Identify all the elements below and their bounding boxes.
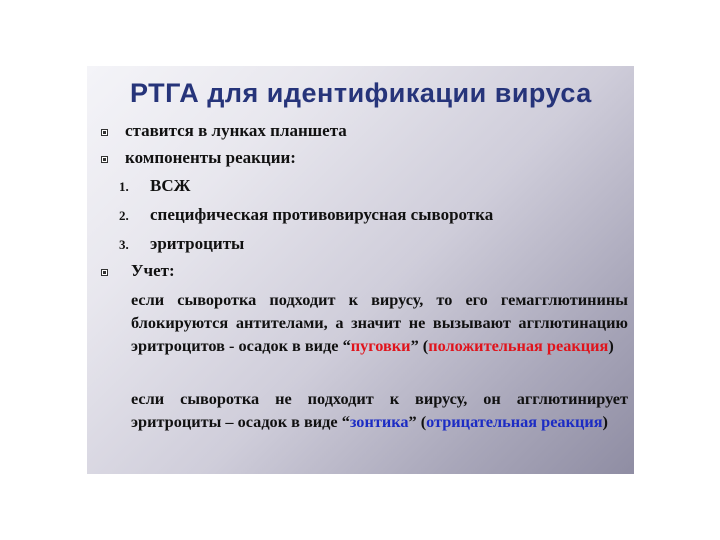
punctuation: ” ( <box>410 336 429 355</box>
reaction-result: положительная реакция <box>428 336 609 355</box>
paragraph-text: если сыворотка подходит к вирусу, то его гемагглютинины блокируются антителами, а значит не вызывают агглютинацию эритроцитов - осадок в виде “ <box>131 290 628 355</box>
bullet-item: ставится в лунках планшета <box>125 121 347 140</box>
uchet-label: Учет: <box>131 261 175 280</box>
bullet-item: компоненты реакции: <box>125 148 296 167</box>
highlight-term: зонтика <box>349 412 409 431</box>
list-number: 3. <box>119 237 129 252</box>
square-bullet-icon <box>101 269 108 276</box>
square-bullet-icon <box>101 156 108 163</box>
slide <box>87 66 634 474</box>
negative-reaction-paragraph <box>131 387 628 433</box>
punctuation: ) <box>602 412 608 431</box>
numbered-item: эритроциты <box>150 234 245 253</box>
punctuation: ” ( <box>408 412 427 431</box>
numbered-item: специфическая противовирусная сыворотка <box>150 205 494 224</box>
slide-title: РТГА для идентификации вируса <box>130 78 592 108</box>
positive-reaction-paragraph <box>131 288 628 357</box>
square-bullet-icon <box>101 129 108 136</box>
reaction-result: отрицательная реакция <box>426 412 603 431</box>
highlight-term: пуговки <box>350 336 411 355</box>
list-number: 2. <box>119 208 129 223</box>
punctuation: ) <box>608 336 614 355</box>
list-number: 1. <box>119 179 129 194</box>
paragraph-text: если сыворотка не подходит к вирусу, он агглютинирует эритроциты – осадок в виде “ <box>131 389 628 431</box>
numbered-item: ВСЖ <box>150 176 191 195</box>
